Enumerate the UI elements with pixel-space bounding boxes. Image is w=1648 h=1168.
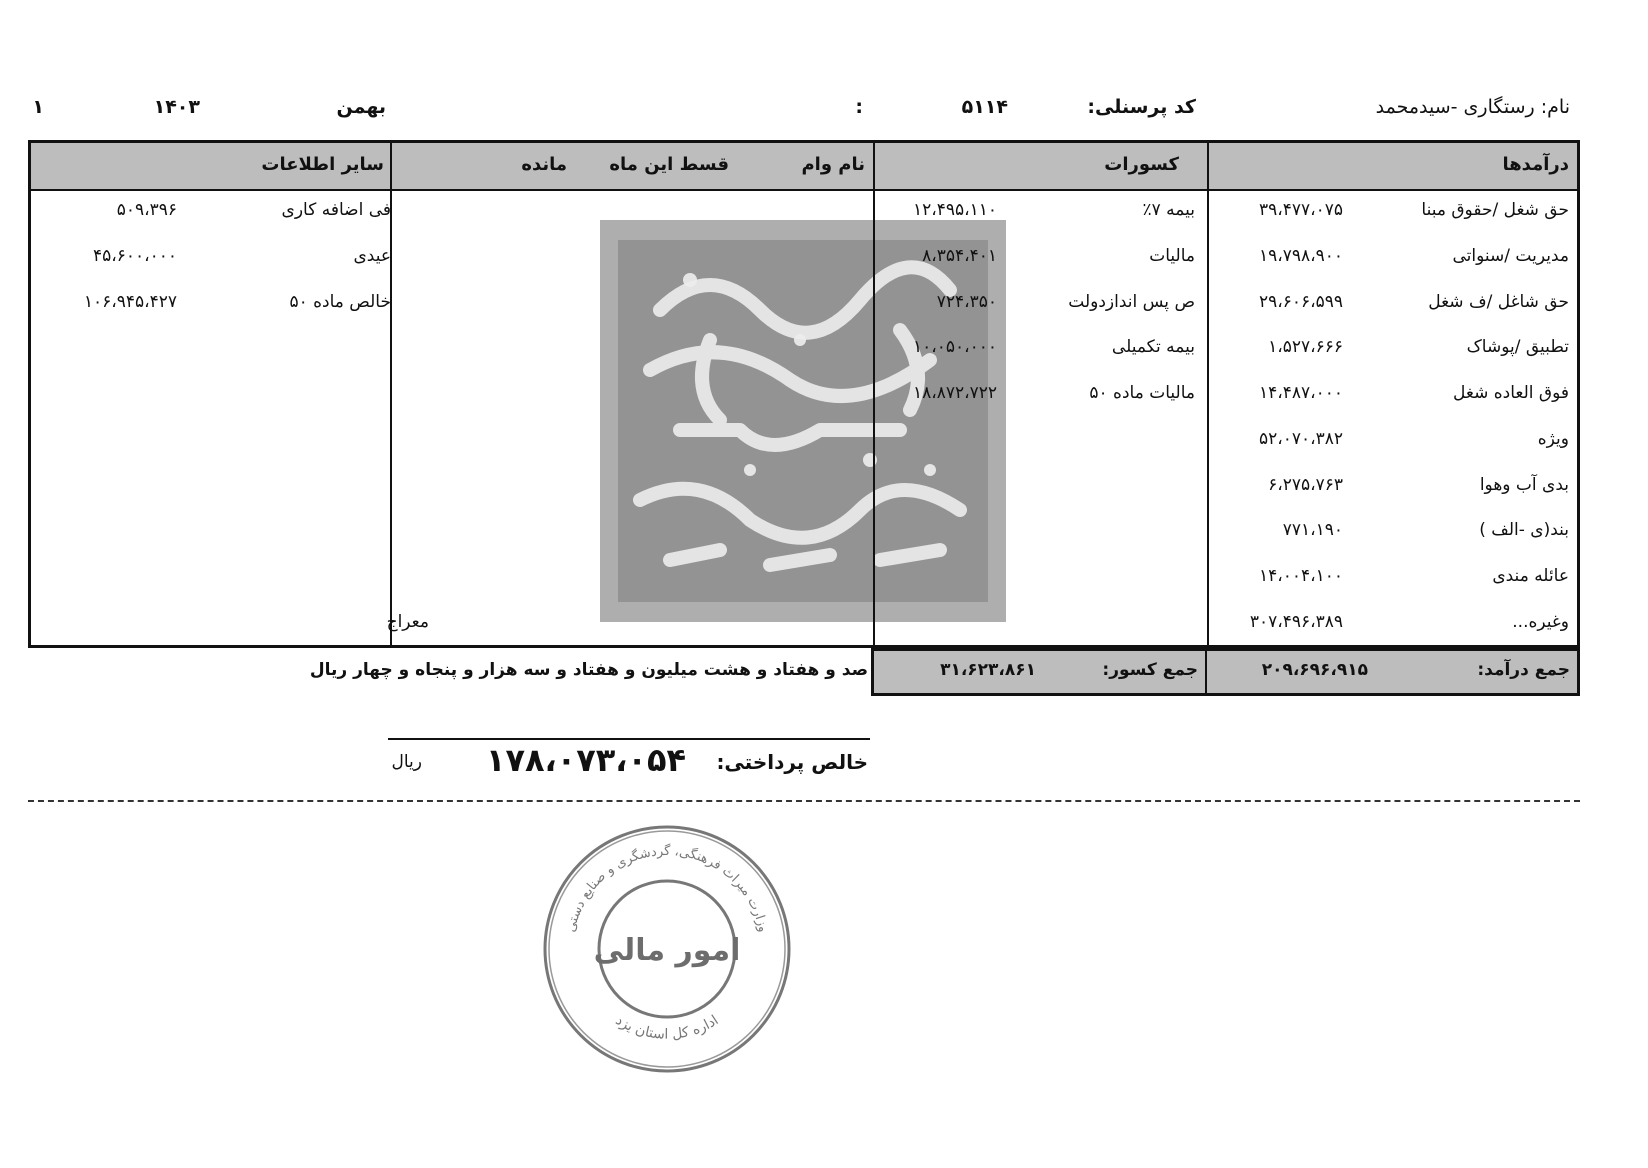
income-label: حق شغل /حقوق مبنا: [1421, 200, 1569, 220]
heading-loan-name: نام وام: [801, 154, 865, 175]
deduction-label: مالیات ماده ۵۰: [1089, 383, 1195, 403]
personnel-code-value: ۵۱۱۴: [961, 96, 1008, 118]
net-pay-value: ۱۷۸،۰۷۳،۰۵۴: [485, 741, 686, 779]
net-pay-rule: [388, 738, 870, 740]
income-label: بدی آب وهوا: [1479, 475, 1569, 495]
income-label: ویژه: [1537, 429, 1569, 449]
name-value: رستگاری -سیدمحمد: [1375, 96, 1535, 118]
other-info-value: ۴۵،۶۰۰،۰۰۰: [92, 246, 177, 266]
deduction-value: ۸،۳۵۴،۴۰۱: [922, 246, 997, 266]
deduction-value: ۱۲،۴۹۵،۱۱۰: [912, 200, 997, 220]
income-total-value: ۲۰۹،۶۹۶،۹۱۵: [1261, 660, 1368, 680]
stamp-ring-top: وزارت میراث فرهنگی، گردشگری و صنایع دستی: [563, 843, 771, 934]
deduction-label: بیمه تکمیلی: [1111, 337, 1195, 357]
payslip-table: [28, 140, 1580, 648]
divider-deductions-income: [1207, 143, 1209, 648]
personnel-code-label: کد پرسنلی:: [1087, 96, 1196, 118]
stamp-center-text: امور مالی: [593, 933, 741, 968]
other-info-label: خالص ماده ۵۰: [289, 292, 391, 312]
employee-name: [1376, 96, 1570, 118]
deduction-value: ۱۰،۰۵۰،۰۰۰: [912, 337, 997, 357]
income-label: فوق العاده شغل: [1453, 383, 1569, 403]
income-total-label: جمع درآمد:: [1477, 660, 1570, 680]
income-value: ۳۰۷،۴۹۶،۳۸۹: [1249, 612, 1343, 632]
deduction-value: ۱۸،۸۷۲،۷۲۲: [912, 383, 997, 403]
deduction-total-label: جمع کسور:: [1102, 660, 1198, 680]
income-value: ۱۹،۷۹۸،۹۰۰: [1258, 246, 1343, 266]
heading-installment: قسط این ماه: [609, 154, 729, 175]
pay-year: ۱۴۰۳: [153, 96, 200, 118]
income-label: عائله مندی: [1492, 566, 1569, 586]
other-info-value: ۱۰۶،۹۴۵،۴۲۷: [83, 292, 177, 312]
income-value: ۵۲،۰۷۰،۳۸۲: [1258, 429, 1343, 449]
net-pay-currency: ریال: [391, 752, 422, 772]
cut-line: [28, 800, 1580, 802]
income-value: ۳۹،۴۷۷،۰۷۵: [1258, 200, 1343, 220]
income-label: بند(ی -الف ): [1479, 520, 1569, 540]
other-info-value: ۵۰۹،۳۹۶: [116, 200, 177, 220]
income-value: ۷۷۱،۱۹۰: [1282, 520, 1343, 540]
other-info-label: فی اضافه کاری: [281, 200, 391, 220]
deduction-label: بیمه ۷٪: [1142, 200, 1195, 220]
page-number: ۱: [32, 96, 44, 118]
income-label: مدیریت /سنواتی: [1452, 246, 1569, 266]
income-value: ۲۹،۶۰۶،۵۹۹: [1258, 292, 1343, 312]
finance-office-stamp: [538, 820, 796, 1078]
net-pay-label: خالص پرداختی:: [716, 750, 868, 774]
header-colon: :: [855, 96, 863, 118]
deduction-label: ص پس اندازدولت: [1068, 292, 1195, 312]
heading-deductions: کسورات: [1104, 154, 1179, 175]
income-value: ۶،۲۷۵،۷۶۳: [1268, 475, 1343, 495]
name-label: نام:: [1540, 96, 1570, 118]
pay-month: بهمن: [336, 96, 386, 118]
income-value: ۱۴،۴۸۷،۰۰۰: [1258, 383, 1343, 403]
deduction-total-value: ۳۱،۶۲۳،۸۶۱: [940, 660, 1036, 680]
income-label: تطبیق /پوشاک: [1466, 337, 1569, 357]
round-stamp-icon: [538, 820, 796, 1078]
income-label: حق شاغل /ف شغل: [1428, 292, 1569, 312]
heading-other-info: سایر اطلاعات: [261, 154, 384, 175]
income-value: ۱،۵۲۷،۶۶۶: [1268, 337, 1343, 357]
income-value: ۱۴،۰۰۴،۱۰۰: [1258, 566, 1343, 586]
deduction-label: مالیات: [1149, 246, 1195, 266]
loan-name: معراج: [386, 612, 429, 632]
divider-loans-deductions: [873, 143, 875, 648]
stamp-ring-bottom: اداره کل استان یزد: [612, 1012, 722, 1043]
totals-divider: [1205, 651, 1207, 693]
heading-income: درآمدها: [1502, 154, 1569, 175]
deduction-value: ۷۲۴،۳۵۰: [936, 292, 997, 312]
income-label: وغیره...: [1512, 612, 1569, 632]
heading-remaining: مانده: [521, 154, 567, 175]
other-info-label: عیدی: [353, 246, 391, 266]
amount-in-words: صد و هفتاد و هشت میلیون و هفتاد و سه هزار و پنجاه و چهار ریال: [309, 660, 868, 680]
